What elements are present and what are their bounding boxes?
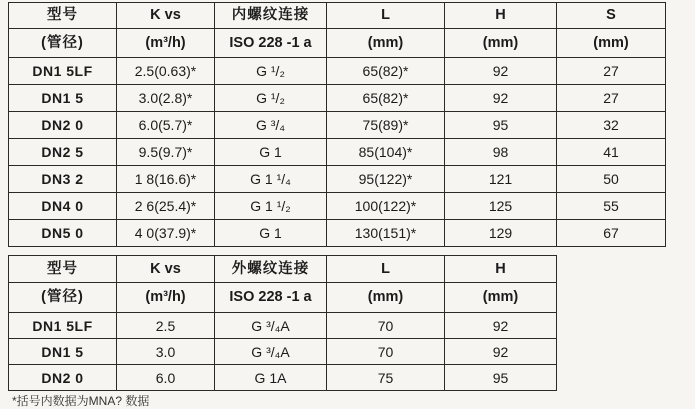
table-row <box>9 139 666 166</box>
cell-thread: G ³/₄A <box>215 313 327 339</box>
unit-kvs: (m³/h) <box>117 283 215 313</box>
cell-h: 125 <box>445 193 557 220</box>
cell-l: 85(104)* <box>327 139 445 166</box>
cell-kvs: 2 6(25.4)* <box>117 193 215 220</box>
header-model: 型号 <box>9 256 117 283</box>
header-connection: 外螺纹连接 <box>215 256 327 283</box>
cell-model: DN4 0 <box>9 193 117 220</box>
header-kvs: K vs <box>117 256 215 283</box>
cell-l: 95(122)* <box>327 166 445 193</box>
cell-model: DN1 5 <box>9 339 117 365</box>
unit-l: (mm) <box>327 283 445 313</box>
cell-h: 95 <box>445 365 557 391</box>
cell-kvs: 3.0 <box>117 339 215 365</box>
cell-l: 130(151)* <box>327 220 445 247</box>
cell-thread: G ¹/₂ <box>215 58 327 85</box>
cell-thread: G 1 <box>215 139 327 166</box>
cell-h: 92 <box>445 339 557 365</box>
cell-l: 75(89)* <box>327 112 445 139</box>
cell-s: 55 <box>557 193 666 220</box>
cell-l: 65(82)* <box>327 85 445 112</box>
unit-connection: ISO 228 -1 a <box>215 29 327 58</box>
table-row <box>9 365 557 391</box>
cell-model: DN2 5 <box>9 139 117 166</box>
table-row <box>9 85 666 112</box>
cell-model: DN5 0 <box>9 220 117 247</box>
unit-s: (mm) <box>557 29 666 58</box>
table-row <box>9 193 666 220</box>
header-kvs: K vs <box>117 3 215 29</box>
table-row <box>9 339 557 365</box>
table-unit-row <box>9 283 557 313</box>
cell-s: 50 <box>557 166 666 193</box>
cell-l: 70 <box>327 339 445 365</box>
table-header-row <box>9 256 557 283</box>
unit-h: (mm) <box>445 283 557 313</box>
cell-kvs: 1 8(16.6)* <box>117 166 215 193</box>
cell-l: 75 <box>327 365 445 391</box>
cell-model: DN1 5LF <box>9 313 117 339</box>
cell-s: 27 <box>557 58 666 85</box>
cell-model: DN2 0 <box>9 365 117 391</box>
cell-l: 70 <box>327 313 445 339</box>
header-connection: 内螺纹连接 <box>215 3 327 29</box>
cell-thread: G ³/₄A <box>215 339 327 365</box>
cell-thread: G ¹/₂ <box>215 85 327 112</box>
table-row <box>9 112 666 139</box>
cell-s: 32 <box>557 112 666 139</box>
unit-kvs: (m³/h) <box>117 29 215 58</box>
cell-kvs: 9.5(9.7)* <box>117 139 215 166</box>
cell-kvs: 6.0 <box>117 365 215 391</box>
unit-l: (mm) <box>327 29 445 58</box>
footnote: *括号内数据为MNA? 数据 <box>12 394 150 408</box>
header-model: 型号 <box>9 3 117 29</box>
cell-thread: G 1 ¹/₂ <box>215 193 327 220</box>
unit-model: (管径) <box>9 29 117 58</box>
cell-kvs: 6.0(5.7)* <box>117 112 215 139</box>
cell-s: 27 <box>557 85 666 112</box>
cell-h: 92 <box>445 313 557 339</box>
cell-l: 100(122)* <box>327 193 445 220</box>
cell-model: DN3 2 <box>9 166 117 193</box>
cell-thread: G 1 ¹/₄ <box>215 166 327 193</box>
cell-model: DN1 5 <box>9 85 117 112</box>
header-s: S <box>557 3 666 29</box>
cell-h: 129 <box>445 220 557 247</box>
cell-h: 98 <box>445 139 557 166</box>
header-h: H <box>445 256 557 283</box>
header-h: H <box>445 3 557 29</box>
internal-thread-spec-table <box>8 2 666 247</box>
cell-kvs: 3.0(2.8)* <box>117 85 215 112</box>
cell-kvs: 4 0(37.9)* <box>117 220 215 247</box>
table-row <box>9 313 557 339</box>
cell-h: 92 <box>445 85 557 112</box>
cell-thread: G ³/₄ <box>215 112 327 139</box>
cell-h: 121 <box>445 166 557 193</box>
table-row <box>9 58 666 85</box>
cell-model: DN2 0 <box>9 112 117 139</box>
cell-model: DN1 5LF <box>9 58 117 85</box>
table-header-row <box>9 3 666 29</box>
header-l: L <box>327 256 445 283</box>
cell-kvs: 2.5(0.63)* <box>117 58 215 85</box>
cell-h: 92 <box>445 58 557 85</box>
table-row <box>9 166 666 193</box>
cell-l: 65(82)* <box>327 58 445 85</box>
external-thread-spec-table <box>8 255 557 391</box>
cell-thread: G 1 <box>215 220 327 247</box>
unit-connection: ISO 228 -1 a <box>215 283 327 313</box>
cell-thread: G 1A <box>215 365 327 391</box>
table-row <box>9 220 666 247</box>
cell-s: 67 <box>557 220 666 247</box>
table-unit-row <box>9 29 666 58</box>
cell-s: 41 <box>557 139 666 166</box>
cell-kvs: 2.5 <box>117 313 215 339</box>
unit-h: (mm) <box>445 29 557 58</box>
header-l: L <box>327 3 445 29</box>
unit-model: (管径) <box>9 283 117 313</box>
cell-h: 95 <box>445 112 557 139</box>
